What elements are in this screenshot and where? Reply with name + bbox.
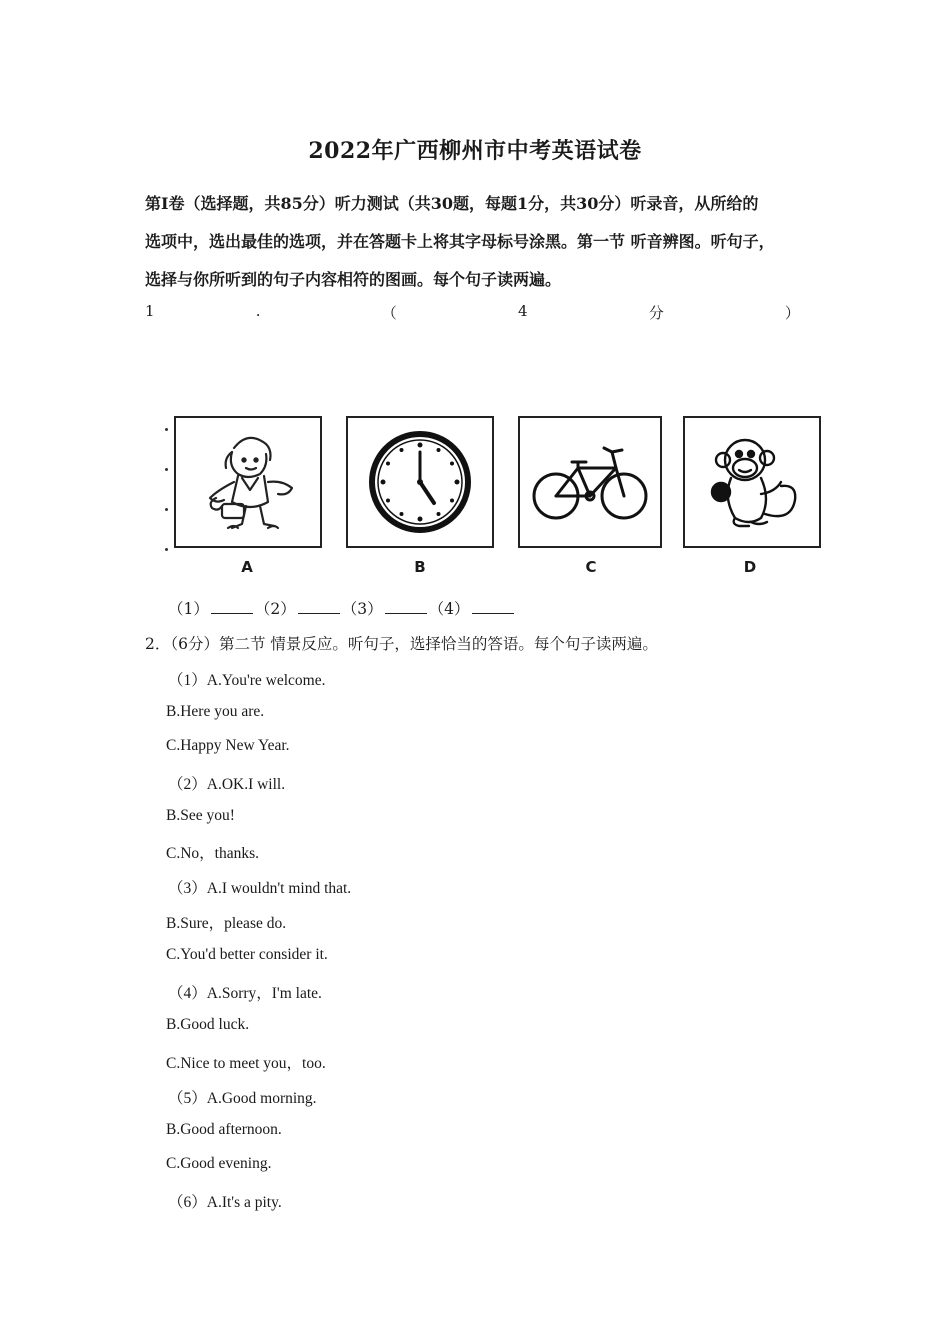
margin-dot — [165, 548, 168, 551]
question-1-header — [145, 302, 800, 323]
intro-line-3: 选择与你所听到的句子内容相符的图画。每个句子读两遍。 — [145, 270, 562, 289]
q2-1-option-b: B.Here you are. — [166, 703, 265, 720]
margin-dot — [165, 508, 168, 511]
q2-1-option-c: C.Happy New Year. — [166, 737, 290, 754]
question-1-answer-blanks — [168, 597, 516, 619]
clock-icon — [348, 418, 492, 546]
question-1-open-paren: （ — [381, 304, 397, 322]
q2-3-option-c: C.You'd better consider it. — [166, 946, 328, 963]
blank-label-2: （2） — [254, 600, 296, 618]
q2-5-option-c: C.Good evening. — [166, 1155, 272, 1172]
figure-c-label: C — [585, 558, 597, 576]
question-1-figures — [165, 408, 825, 583]
q2-6-option-a: （6）A.It's a pity. — [168, 1194, 282, 1211]
question-1-close-paren: ） — [784, 304, 800, 322]
girl-icon — [176, 418, 320, 546]
question-1-unit: 分 — [648, 304, 664, 322]
monkey-icon — [685, 418, 819, 546]
page-title: 2022年广西柳州市中考英语试卷 — [308, 138, 642, 164]
q2-3-option-a: （3）A.I wouldn't mind that. — [168, 880, 352, 897]
q2-2-option-c: C.No，thanks. — [166, 845, 260, 862]
question-1-dot: . — [255, 302, 261, 320]
question-1-points: 4 — [517, 302, 528, 320]
figure-b-frame — [346, 416, 494, 548]
q2-2-option-b: B.See you! — [166, 807, 235, 824]
figure-a-label: A — [241, 558, 253, 576]
blank-label-1: （1） — [168, 600, 209, 618]
q2-2-option-a: （2）A.OK.I will. — [168, 776, 286, 793]
intro-line-2: 选项中，选出最佳的选项，并在答题卡上将其字母标号涂黑。第一节 听音辨图。听句子， — [145, 232, 775, 251]
question-1-number: 1 — [145, 302, 155, 320]
margin-dot — [165, 428, 168, 431]
q2-4-option-a: （4）A.Sorry，I'm late. — [168, 985, 322, 1002]
figure-b-label: B — [414, 558, 426, 576]
intro-line-1: 第Ⅰ卷（选择题，共85分）听力测试（共30题，每题1分，共30分）听录音，从所给的 — [145, 194, 759, 213]
blank-label-4: （4） — [428, 600, 470, 618]
margin-dot — [165, 468, 168, 471]
bicycle-icon — [520, 418, 660, 546]
figure-c-frame — [518, 416, 662, 548]
q2-5-option-a: （5）A.Good morning. — [168, 1090, 317, 1107]
answer-blank-4[interactable] — [472, 599, 514, 614]
question-2-header: 2．（6分）第二节 情景反应。听句子，选择恰当的答语。每个句子读两遍。 — [145, 635, 658, 653]
figure-d-frame — [683, 416, 821, 548]
figure-d-label: D — [743, 558, 757, 576]
q2-3-option-b: B.Sure，please do. — [166, 915, 287, 932]
blank-label-3: （3） — [341, 600, 383, 618]
q2-4-option-c: C.Nice to meet you，too. — [166, 1055, 326, 1072]
q2-4-option-b: B.Good luck. — [166, 1016, 250, 1033]
answer-blank-2[interactable] — [298, 599, 340, 614]
figure-a-frame — [174, 416, 322, 548]
q2-1-option-a: （1）A.You're welcome. — [168, 672, 326, 689]
answer-blank-1[interactable] — [211, 599, 253, 614]
q2-5-option-b: B.Good afternoon. — [166, 1121, 282, 1138]
answer-blank-3[interactable] — [385, 599, 427, 614]
